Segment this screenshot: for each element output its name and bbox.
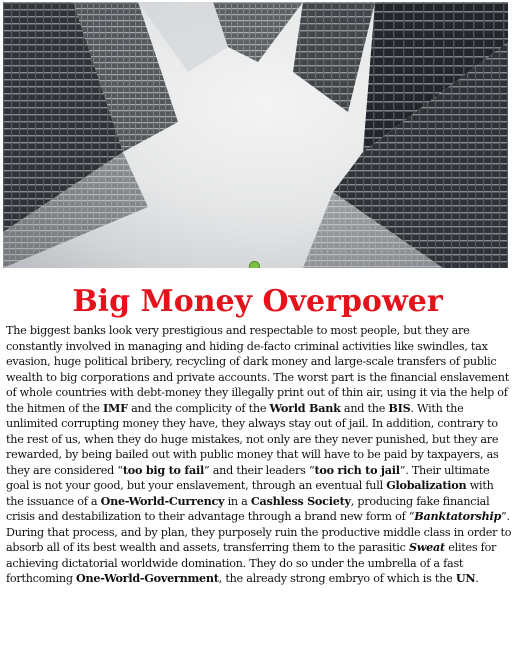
text-run: . With the unlimited corrupting money they have, they always stay out of jail. In addition, contrary to the rest of us, when they do huge mistakes, not only are they never punished, but they are rewarded, by being bailed out with public money that will have to be paid by taxpayers, as they are considered “ [6, 401, 499, 477]
text-run: . [475, 572, 479, 585]
term-world-bank: World Bank [269, 400, 341, 415]
text-run: , producing fake financial crisis and destabilization to their advantage through a brand new form of “ [6, 494, 490, 523]
term-banktatorship: Banktatorship [414, 509, 502, 523]
article-title: Big Money Overpower [72, 284, 443, 319]
text-run: , the already strong embryo of which is the [218, 572, 456, 585]
text-run: elites for achieving dictatorial worldwide domination. They do so under the umbrella of a fast forthcoming [6, 541, 497, 585]
term-un: UN [455, 571, 476, 585]
text-run: The biggest banks look very prestigious and respectable to most people, but they are constantly involved in managing and hiding de-facto criminal activities like swindles, tax evasion, huge political bribery, recycling of dark money and large-scale transfers of public wealth to big corporations and private accounts. The worst part is the financial enslavement of whole countries with debt-money they illegally print out of thin air, using it via the help of the hitmen of the [6, 324, 509, 415]
term-one-world-government: One-World-Government [76, 571, 219, 585]
text-run: ” and their leaders “ [203, 463, 315, 477]
term-sweat: Sweat [408, 540, 445, 554]
text-run: and the [340, 401, 389, 415]
green-dot-marker [249, 261, 260, 268]
article-body [6, 323, 512, 587]
text-run: and the complicity of the [127, 401, 270, 415]
term-bis: BIS [388, 400, 411, 415]
text-run: ”. During that process, and by plan, they purposely ruin the productive middle class in order to absorb all of its best wealth and assets, transferring them to the parasitic [6, 510, 512, 554]
term-globalization: Globalization [386, 478, 467, 492]
text-run: with the issuance of a [6, 479, 494, 508]
term-cashless-society: Cashless Society [250, 493, 351, 508]
text-run: in a [224, 494, 251, 508]
phrase-too-big-to-fail: too big to fail [122, 462, 204, 477]
phrase-too-rich-to-jail: too rich to jail [314, 462, 400, 477]
text-run: ”. Their ultimate goal is not your good, but your enslavement, through an eventual full [6, 463, 490, 492]
term-imf: IMF [102, 400, 128, 415]
skyscrapers-photo [3, 2, 508, 268]
term-one-world-currency: One-World-Currency [100, 493, 225, 508]
skyscrapers-illustration [3, 2, 508, 268]
